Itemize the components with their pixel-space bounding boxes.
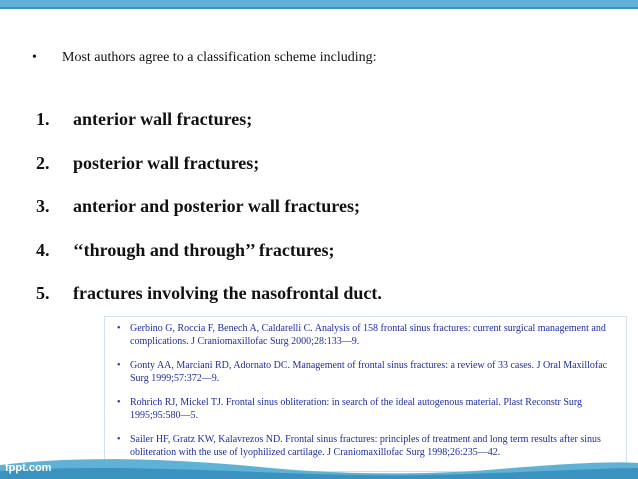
reference-bullet: • <box>117 434 121 445</box>
list-item <box>36 240 382 284</box>
item-text: fractures involving the nasofrontal duct. <box>73 283 382 303</box>
watermark-logo: fppt.com <box>5 462 52 474</box>
reference-bullet: • <box>117 397 121 408</box>
reference-text: Sailer HF, Gratz KW, Kalavrezos ND. Frontal sinus fractures: principles of treatment and long term results after sinus obliteration with the use of lyophilized cartilage. J Craniomaxillofac Surg 1998;26:235—42. <box>130 434 601 458</box>
intro-bullet: • <box>32 50 37 65</box>
reference-text: Rohrich RJ, Mickel TJ. Frontal sinus obliteration: in search of the ideal autogenous material. Plast Reconstr Surg 1995;95:580—5. <box>130 397 583 421</box>
item-number: 3. <box>36 196 50 216</box>
item-text: posterior wall fractures; <box>73 152 260 173</box>
item-text: ‘‘through and through’’ fractures; <box>73 239 335 260</box>
reference-text: Gonty AA, Marciani RD, Adornato DC. Management of frontal sinus fractures: a review of 33 cases. J Oral Maxillofac Surg 1999;57:372—9. <box>130 360 608 384</box>
intro-text: Most authors agree to a classification scheme including: <box>62 50 377 65</box>
item-number: 5. <box>36 283 50 303</box>
item-text: anterior and posterior wall fractures; <box>73 196 360 216</box>
references-box <box>104 316 627 472</box>
list-item <box>36 153 382 197</box>
reference-item <box>117 396 618 422</box>
reference-bullet: • <box>117 323 121 334</box>
bottom-wave-decoration <box>0 455 638 479</box>
item-text: anterior wall fractures; <box>73 109 253 129</box>
item-number: 4. <box>36 239 50 260</box>
intro-line <box>32 50 377 66</box>
list-item <box>36 109 382 153</box>
item-number: 1. <box>36 109 50 129</box>
item-number: 2. <box>36 152 50 173</box>
top-accent-bar <box>0 0 638 9</box>
reference-bullet: • <box>117 360 121 371</box>
reference-text: Gerbino G, Roccia F, Benech A, Caldarelli C. Analysis of 158 frontal sinus fractures: current surgical management and complications. J Craniomaxillofac Surg 2000;28:133—9. <box>130 323 606 347</box>
list-item <box>36 196 382 240</box>
classification-list <box>36 109 382 327</box>
reference-item <box>117 322 618 348</box>
reference-item <box>117 359 618 385</box>
